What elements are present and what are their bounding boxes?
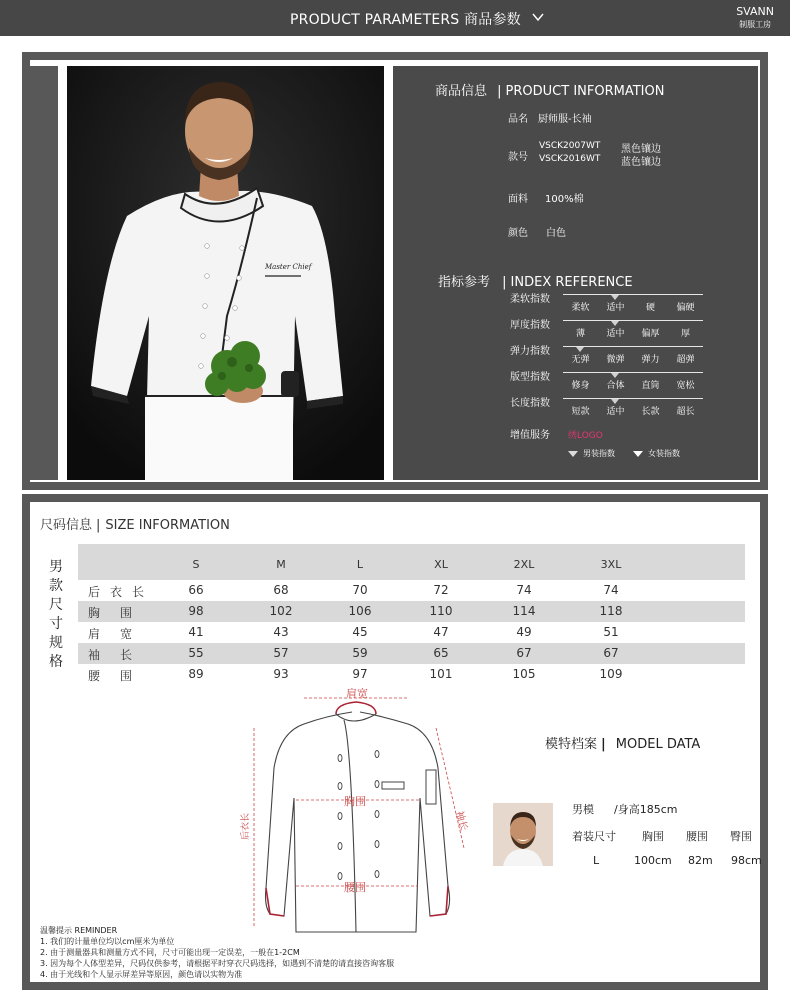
- size-cell: 93: [273, 667, 289, 681]
- color-value: 白色: [546, 228, 566, 239]
- label-chest: 胸围: [344, 795, 366, 808]
- index-option: 薄: [575, 329, 585, 339]
- index-option: 超长: [676, 407, 695, 417]
- size-cell: 67: [603, 646, 619, 660]
- table-row: [78, 622, 745, 643]
- size-info-heading: 尺码信息 | SIZE INFORMATION: [40, 518, 230, 533]
- size-cell: 97: [352, 667, 368, 681]
- size-cell: 74: [516, 583, 532, 597]
- table-row: [78, 601, 745, 622]
- service-value: 绣LOGO: [568, 431, 603, 441]
- reminder-title: 温馨提示 REMINDER: [40, 926, 118, 935]
- code-2-desc: 蓝色镶边: [621, 157, 661, 168]
- size-column-header: 2XL: [513, 558, 535, 571]
- color-label: 颜色: [508, 228, 528, 239]
- model-chest-value: 100cm: [634, 854, 672, 867]
- code-label: 款号: [508, 152, 528, 163]
- size-cell: 55: [188, 646, 204, 660]
- model-portrait: [493, 803, 553, 866]
- index-heading: 指标参考 | INDEX REFERENCE: [438, 275, 633, 290]
- index-label: 厚度指数: [510, 320, 550, 331]
- table-row: [78, 580, 745, 601]
- size-cell: 70: [352, 583, 368, 597]
- label-length: 后衣长: [241, 812, 251, 840]
- table-row: [78, 643, 745, 664]
- size-cell: 41: [188, 625, 204, 639]
- index-option: 直筒: [641, 381, 660, 391]
- name-label: 品名: [508, 114, 528, 125]
- size-row-label: 后衣长: [88, 585, 155, 599]
- label-shoulder: 肩宽: [346, 688, 368, 700]
- reminder-item: 2. 由于测量器具和测量方式不同，尺寸可能出现一定误差，一般在1-2CM: [40, 948, 300, 957]
- legend-female: 女装指数: [633, 448, 680, 459]
- size-column-header: L: [356, 558, 364, 571]
- brand-name: SVANN: [736, 5, 774, 18]
- size-vertical-label: 男款尺寸规格: [49, 559, 63, 670]
- size-cell: 98: [188, 604, 204, 618]
- triangle-down-icon: [633, 451, 643, 457]
- size-cell: 89: [188, 667, 204, 681]
- reminder-item: 3. 因为每个人体型差异，尺码仅供参考，请根据平时穿衣尺码选择，如遇到不清楚的请直接咨询客服: [40, 959, 395, 968]
- model-data-heading: 模特档案 | MODEL DATA: [545, 737, 701, 752]
- size-cell: 51: [603, 625, 619, 639]
- model-waist-label: 腰围: [686, 830, 708, 843]
- size-cell: 101: [429, 667, 453, 681]
- size-cell: 102: [269, 604, 293, 618]
- index-option: 偏厚: [641, 329, 660, 339]
- index-option: 弹力: [641, 355, 660, 365]
- size-row-label: 腰围: [88, 669, 153, 683]
- label-sleeve: 袖长: [453, 809, 469, 833]
- model-chest-label: 胸围: [642, 830, 664, 843]
- decorative-strip: [30, 66, 58, 480]
- model-height: /身高185cm: [614, 803, 678, 816]
- index-option: 短款: [571, 407, 590, 417]
- model-size-value: L: [593, 854, 600, 867]
- service-label: 增值服务: [510, 430, 550, 441]
- size-table-header: [78, 544, 745, 580]
- fabric-label: 面料: [508, 194, 528, 205]
- size-cell: 106: [348, 604, 372, 618]
- size-cell: 43: [273, 625, 289, 639]
- size-cell: 68: [273, 583, 289, 597]
- brand-subtitle: 制服工房: [739, 20, 772, 29]
- size-cell: 45: [352, 625, 368, 639]
- code-1-desc: 黑色镶边: [621, 144, 661, 155]
- size-cell: 109: [599, 667, 623, 681]
- model-hip-label: 臀围: [730, 830, 752, 843]
- reminder-block: [40, 925, 394, 980]
- model-gender: 男模: [572, 803, 594, 816]
- index-option: 适中: [606, 303, 625, 313]
- size-column-header: 3XL: [600, 558, 622, 571]
- index-option: 超弹: [676, 355, 695, 365]
- model-hip-value: 98cm: [731, 854, 762, 867]
- index-label: 柔软指数: [510, 294, 550, 305]
- size-row-label: 胸围: [88, 606, 153, 620]
- chef-model-illustration: [67, 66, 384, 480]
- index-option: 合体: [606, 381, 625, 391]
- index-option: 柔软: [571, 303, 590, 313]
- index-option: 适中: [606, 407, 625, 417]
- model-size-label: 着装尺寸: [572, 830, 616, 843]
- index-option: 微弹: [606, 355, 625, 365]
- size-cell: 74: [603, 583, 619, 597]
- size-cell: 72: [433, 583, 449, 597]
- chest-embroidery: Master Chief: [265, 263, 312, 271]
- index-option: 适中: [606, 329, 625, 339]
- size-table: [78, 544, 745, 685]
- garment-measure-diagram: [240, 688, 470, 940]
- index-label: 弹力指数: [510, 346, 550, 357]
- index-option: 厚: [680, 329, 690, 339]
- chevron-down-icon[interactable]: [531, 10, 545, 24]
- index-option: 偏硬: [676, 303, 695, 313]
- size-cell: 118: [599, 604, 623, 618]
- index-scale: [563, 346, 703, 364]
- index-scale: [563, 320, 703, 338]
- code-1: VSCK2007WT: [539, 141, 601, 151]
- index-scale: [563, 398, 703, 416]
- size-column-header: XL: [434, 558, 448, 571]
- product-info-heading: 商品信息 | PRODUCT INFORMATION: [435, 84, 665, 99]
- legend-male: 男装指数: [568, 448, 615, 459]
- model-waist-value: 82m: [688, 854, 713, 867]
- fabric-value: 100%棉: [545, 194, 584, 205]
- size-cell: 105: [512, 667, 536, 681]
- code-2: VSCK2016WT: [539, 154, 601, 164]
- model-face-icon: [493, 803, 553, 866]
- index-option: 宽松: [676, 381, 695, 391]
- name-value: 厨师服-长袖: [538, 114, 592, 125]
- index-scale: [563, 294, 703, 312]
- index-label: 版型指数: [510, 372, 550, 383]
- size-column-header: M: [276, 558, 286, 571]
- size-cell: 67: [516, 646, 532, 660]
- size-cell: 49: [516, 625, 532, 639]
- product-photo: [67, 66, 384, 480]
- index-option: 硬: [645, 303, 655, 313]
- page-title: PRODUCT PARAMETERS 商品参数: [290, 12, 521, 28]
- table-row: [78, 664, 745, 685]
- label-waist: 腰围: [344, 881, 366, 894]
- index-option: 修身: [571, 381, 590, 391]
- index-option: 无弹: [571, 355, 590, 365]
- index-option: 长款: [641, 407, 660, 417]
- size-cell: 47: [433, 625, 449, 639]
- product-info-panel: [393, 66, 758, 480]
- index-scale: [563, 372, 703, 390]
- size-cell: 66: [188, 583, 204, 597]
- size-cell: 114: [512, 604, 536, 618]
- size-cell: 57: [273, 646, 289, 660]
- index-label: 长度指数: [510, 398, 550, 409]
- reminder-item: 1. 我们的计量单位均以cm厘米为单位: [40, 937, 175, 946]
- size-cell: 65: [433, 646, 449, 660]
- triangle-down-icon: [568, 451, 578, 457]
- size-cell: 110: [429, 604, 453, 618]
- size-column-header: S: [192, 558, 200, 571]
- size-row-label: 肩宽: [88, 627, 153, 641]
- size-cell: 59: [352, 646, 368, 660]
- reminder-item: 4. 由于光线和个人显示屏差异等原因，颜色请以实物为准: [40, 970, 243, 979]
- size-row-label: 袖长: [88, 648, 153, 662]
- brand-logo: [736, 5, 774, 31]
- header-bar: [0, 0, 790, 36]
